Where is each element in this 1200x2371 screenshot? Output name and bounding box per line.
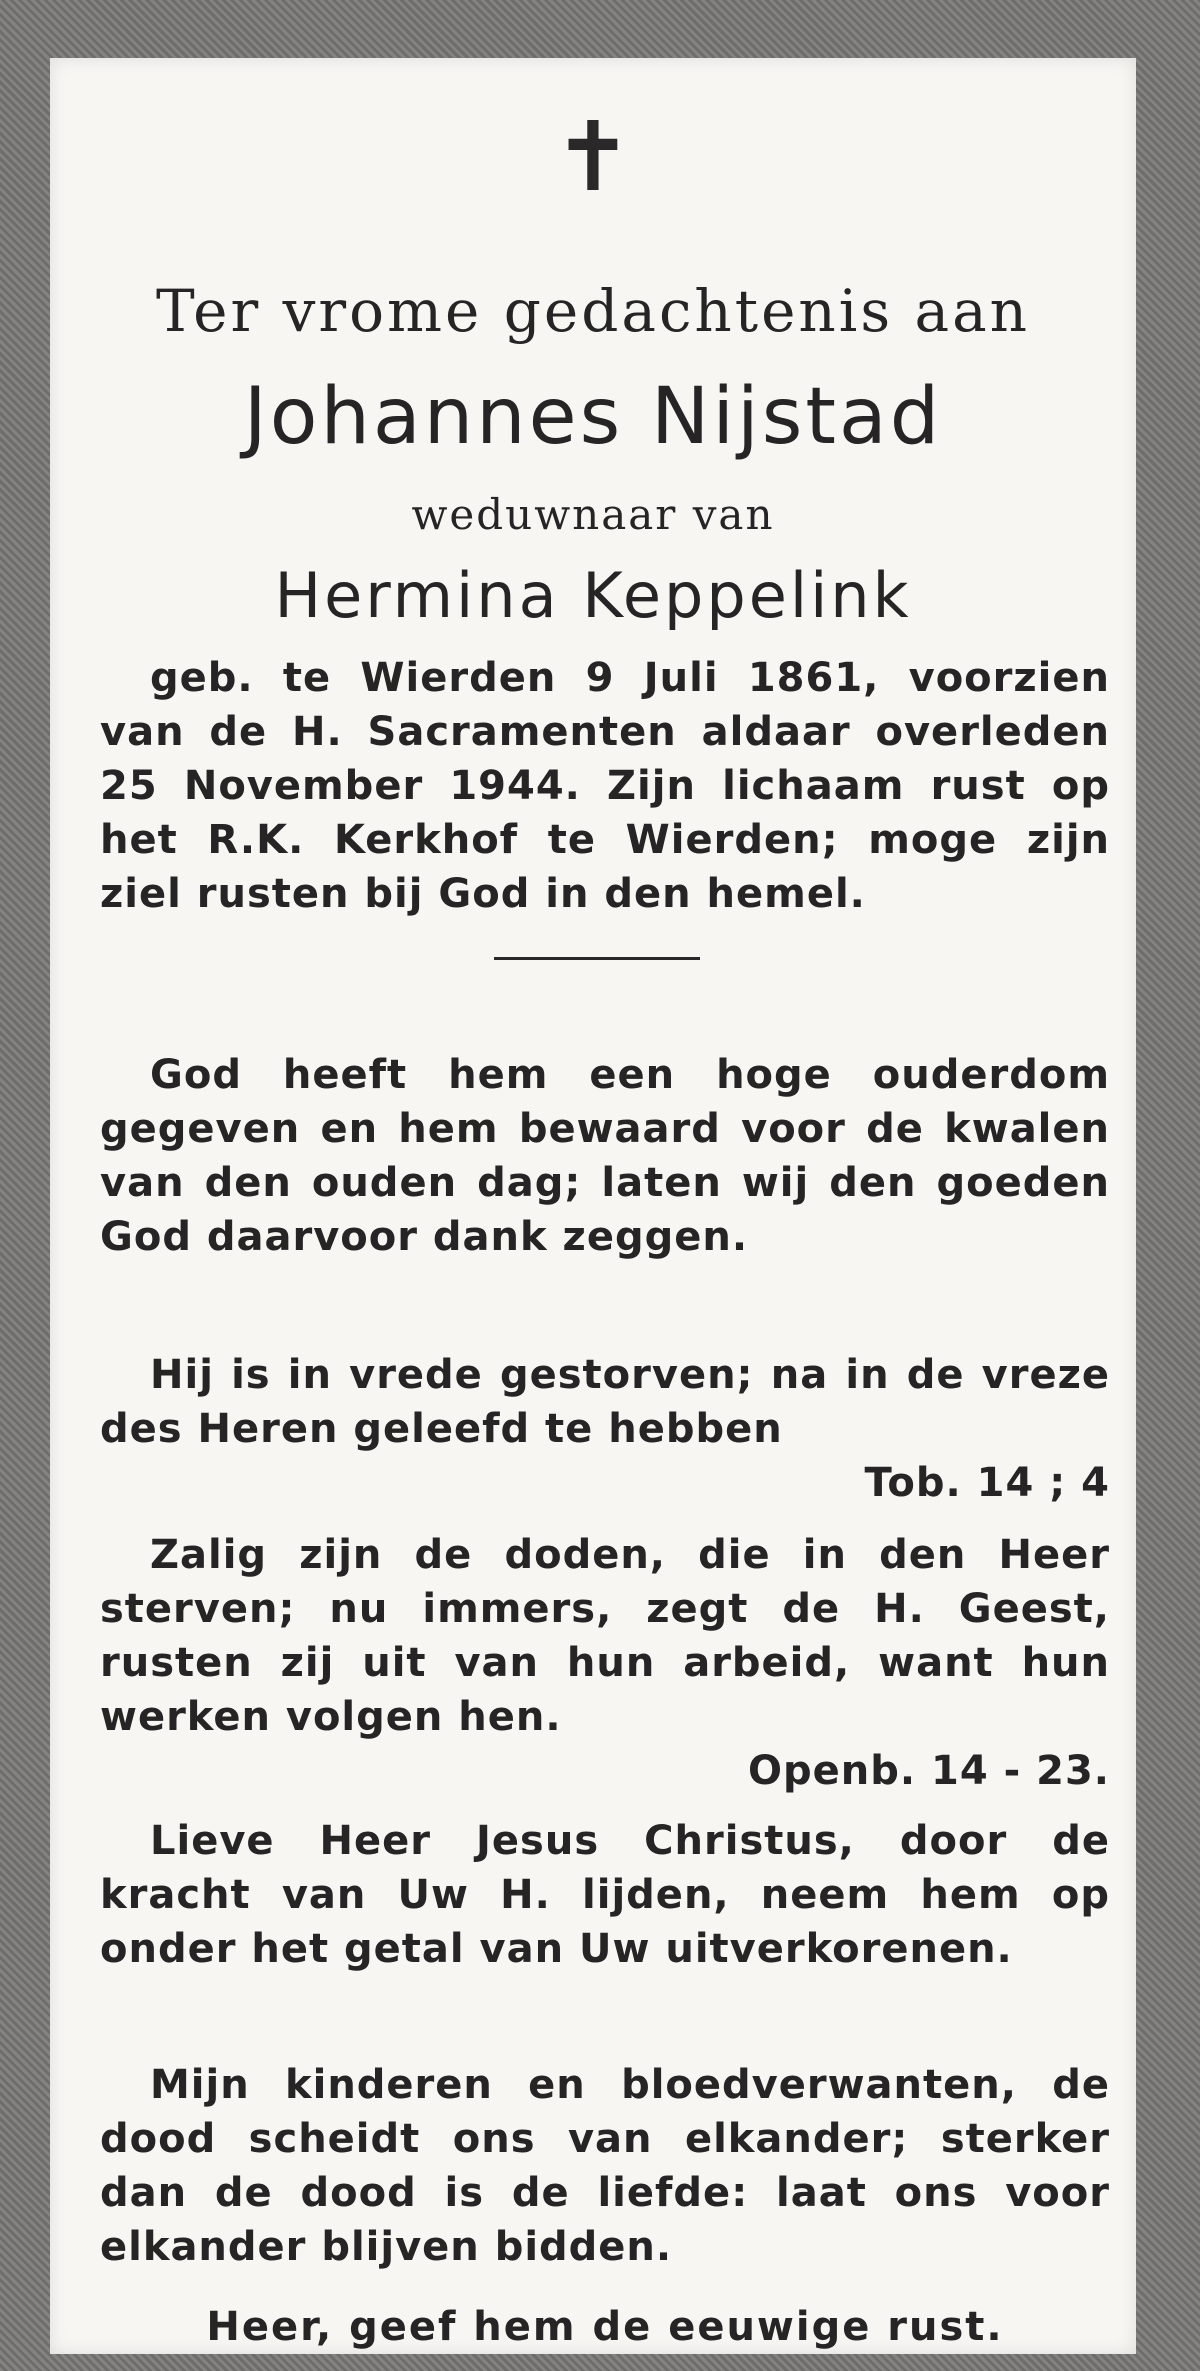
passage-1: God heeft hem een hoge ouderdom gegeven en hem bewaard voor de kwalen van den ouden dag; laten wij den goeden God daarvoor dank zeggen. — [100, 1052, 1110, 1260]
relation-line: weduwnaar van — [411, 490, 775, 539]
reference-3: Openb. 14 - 23. — [748, 1748, 1110, 1794]
passage-3: Zalig zijn de doden, die in den Heer sterven; nu immers, zegt de H. Geest, rusten zij uit van hun arbeid, want hun werken volgen hen. — [100, 1532, 1110, 1740]
spouse-name: Hermina Keppelink — [274, 559, 912, 632]
passage-2: Hij is in vrede gestorven; na in de vreze des Heren geleefd te hebben — [100, 1352, 1110, 1452]
closing-prayer: Heer, geef hem de eeuwige rust. — [206, 2304, 1004, 2350]
reference-2: Tob. 14 ; 4 — [864, 1460, 1110, 1506]
passage-5: Mijn kinderen en bloedverwanten, de dood scheidt ons van elkander; sterker dan de dood is de liefde: laat ons voor elkander blijven bidden. — [100, 2062, 1110, 2270]
passage-4: Lieve Heer Jesus Christus, door de kracht van Uw H. lijden, neem hem op onder het getal van Uw uitverkorenen. — [100, 1818, 1110, 1972]
deceased-name: Johannes Nijstad — [243, 372, 943, 462]
divider — [494, 957, 700, 960]
intro-line: Ter vrome gedachtenis aan — [155, 277, 1031, 345]
cross-icon: ✝ — [552, 101, 634, 213]
memorial-card — [50, 58, 1136, 2354]
biography-paragraph: geb. te Wierden 9 Juli 1861, voorzien van de H. Sacramenten aldaar overleden 25 November 1944. Zijn lichaam rust op het R.K. Kerkhof te Wierden; moge zijn ziel rusten bij God in den hemel. — [100, 655, 1110, 917]
